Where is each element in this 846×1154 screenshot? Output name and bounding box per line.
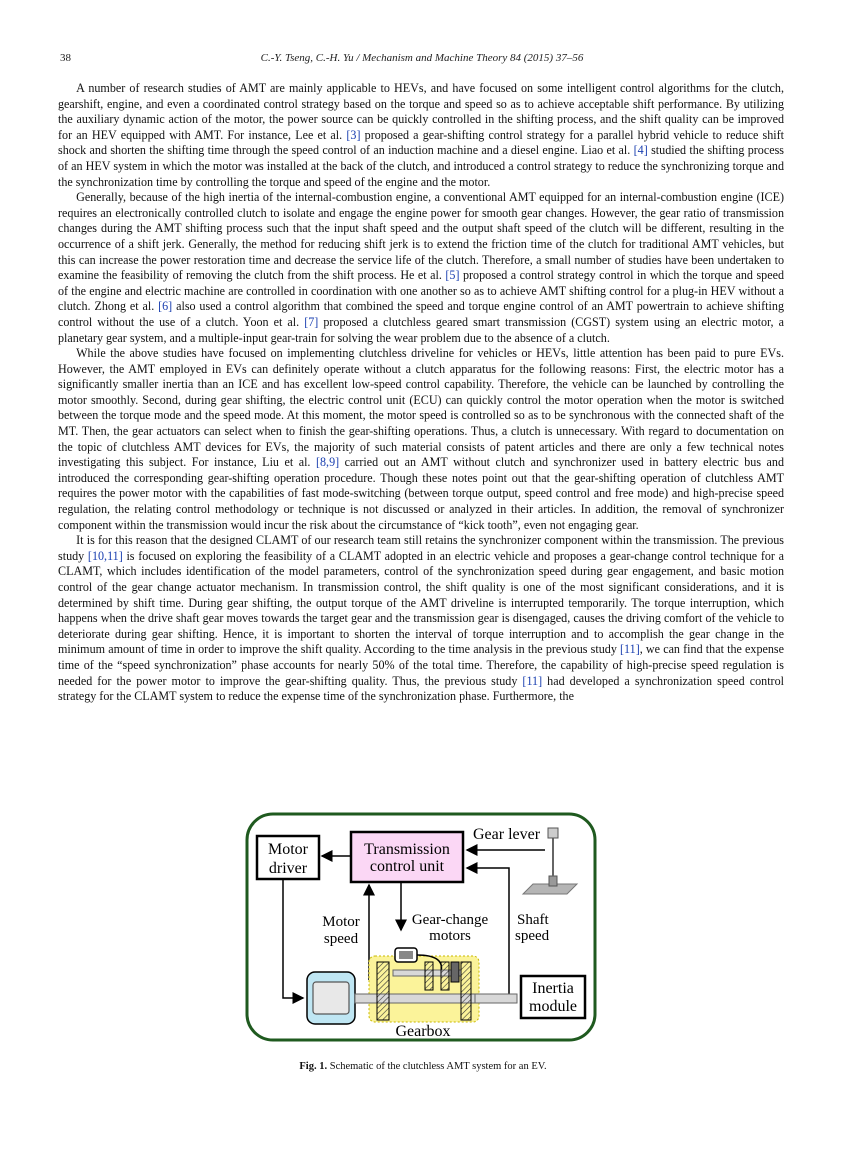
shaft-speed-label-2: speed	[515, 928, 550, 944]
traction-motor-icon	[307, 972, 355, 1024]
paragraph-text: Generally, because of the high inertia of the internal-combustion engine, a conventional AMT equipped for an internal-combustion engine (ICE) requires an electronically controlled clutch to isolate and engage the engine power for smooth gear changes. However, the gear ratio of transmission changes during the AMT shifting process such that the input shaft speed and the output shaft speed of the clutch will be different, resulting in the occurrence of a shift jerk. Generally, the method for reducing shift jerk is to extend the friction time of the clutch for traditional AMT vehicles, but this can increase the power restoration time and decrease the service life of the clutch. Therefore, a small number of studies have been undertaken to examine the feasibility of removing the clutch from the shift process. He et al.	[58, 190, 784, 283]
paragraph-text: proposed a clutchless geared smart transmission (CGST) system using an electric motor, a planetary gear system, and a multiple-input gear-train for solving the wear problem due to the absence of a clutch.	[58, 314, 784, 345]
page-header	[60, 52, 784, 68]
paragraph-text: had developed a synchronization speed control strategy for the CLAMT system to reduce the expense time of the synchronization phase. Furthermore, the	[58, 673, 784, 704]
gearbox-label: Gearbox	[395, 1023, 451, 1040]
paragraph	[58, 346, 784, 533]
motor-speed-label-1: Motor	[322, 914, 360, 930]
paragraph-text: studied the shifting process of an HEV system in which the motor was installed at the back of the clutch, and introduced a control strategy to reduce the synchronizing torque and the synchronization time by controlling the torque and speed of the engine and the motor.	[58, 143, 784, 189]
gear-1	[377, 962, 389, 1020]
citation-link[interactable]: [10,11]	[87, 548, 123, 563]
caption-text: Schematic of the clutchless AMT system for an EV.	[329, 1061, 547, 1072]
citation-link[interactable]: [11]	[522, 673, 543, 688]
page-number: 38	[60, 52, 71, 64]
motor-speed-label-2: speed	[323, 931, 359, 947]
running-head: C.-Y. Tseng, C.-H. Yu / Mechanism and Machine Theory 84 (2015) 37–56	[260, 52, 584, 64]
inertia-label-1: Inertia	[532, 980, 574, 997]
motor-driver-label-2: driver	[268, 860, 308, 877]
paragraph-text: proposed a gear-shifting control strategy for a parallel hybrid vehicle to reduce shift shock and shorten the shifting time through the speed control of an induction machine and a diesel engine. Liao et al.	[58, 127, 784, 158]
citation-link[interactable]: [4]	[633, 143, 648, 158]
paragraph	[58, 533, 784, 705]
tcu-label-2: control unit	[369, 858, 445, 875]
shaft-speed-label-1: Shaft	[517, 912, 549, 928]
paragraph-text: A number of research studies of AMT are mainly applicable to HEVs, and have focused on some intelligent control algorithms for the clutch, gearshift, engine, and even a coordinated control strategy based on the torque and speed so as to achieve acceptable shift performance. By utilizing the auxiliary dynamic action of the motor, the power source can be quickly controlled in the shifting process, and the shift quality can be improved for an HEV equipped with AMT. For instance, Lee et al.	[58, 81, 784, 142]
gear-change-label-2: motors	[429, 928, 471, 944]
paragraph	[58, 81, 784, 190]
figure-caption	[0, 1061, 846, 1072]
citation-link[interactable]: [8,9]	[315, 455, 340, 470]
gear-change-label-1: Gear-change	[411, 912, 489, 928]
citation-link[interactable]: [7]	[304, 314, 319, 329]
inertia-label-2: module	[529, 998, 577, 1015]
paragraph-text: It is for this reason that the designed CLAMT of our research team still retains the synchronizer component within the transmission. The previous study	[58, 533, 784, 563]
body-text	[58, 81, 784, 705]
citation-link[interactable]: [3]	[346, 127, 361, 142]
citation-link[interactable]: [5]	[445, 268, 460, 283]
paragraph-text: also used a control algorithm that combined the speed and torque engine control of an AMT powertrain to achieve shifting control without the use of a clutch. Yoon et al.	[58, 299, 784, 329]
citation-link[interactable]: [6]	[158, 299, 173, 314]
gear-3	[441, 962, 449, 990]
gear-2	[425, 962, 433, 990]
paragraph-text: , we can find that the expense time of the “speed synchronization” phase accounts for nearly 50% of the total time. Therefore, the capability of high-precise speed regulation is needed for the power motor to improve the gear-shifting quality. Thus, the previous study	[58, 642, 784, 688]
output-shaft	[475, 994, 517, 1003]
paragraph-text: is focused on exploring the feasibility of a CLAMT adopted in an electric vehicle and proposes a gear-change control technique for a CLAMT, which includes identification of the model parameters, control of the synchronization speed during gear engagement, and basic motion control of the gear change actuator mechanism. In transmission control, the shift quality is one of the most significant considerations, and it is determined by shift time. During gear shifting, the output torque of the AMT driveline is interrupted temporarily. The torque interruption, which happens when the drive shaft gear moves towards the target gear and the transmission gear is disengaged, causes the driving comfort of the vehicle to deteriorate during gear shifting. Hence, it is important to shorten the interval of torque interruption and to accomplish the gear change in the minimum amount of time in order to improve the shift quality. According to the time analysis in the previous study	[58, 548, 785, 657]
figure-clamt-schematic	[245, 812, 597, 1044]
paragraph	[58, 190, 784, 346]
caption-label: Fig. 1.	[299, 1061, 328, 1072]
gear-lever-label: Gear lever	[473, 826, 541, 843]
tcu-label-1: Transmission	[364, 841, 450, 858]
gear-4	[461, 962, 471, 1020]
synchronizer	[451, 962, 459, 982]
paragraph-text: carried out an AMT without clutch and synchronizer used in battery electric bus and introduced the corresponding gear-shifting operation procedure. Though these notes point out that the gear-shifting operation of clutchless AMT requires the power motor with the capabilities of fast mode-switching (between torque output, speed control and free mode) and high-precise speed regulation, the relating control methodology or technique is not discussed or analyzed in their articles. In addition, the removal of synchronizer component within the transmission would incur the risk about the circumstance of “kick tooth”, even not engaging gear.	[58, 455, 784, 532]
motor-driver-label-1: Motor	[268, 841, 308, 858]
paragraph-text: While the above studies have focused on implementing clutchless driveline for vehicles or HEVs, little attention has been paid to pure EVs. However, the AMT employed in EVs can definitely operate without a clutch apparatus for the following reasons: First, the electric motor has a significantly smaller inertia than an ICE and has excellent low-speed control capability. Therefore, the vehicle can be launched by controlling the motor smoothly. Second, during gear shifting, the electric control unit (ECU) can quickly control the motor operation when the motor is switched between the torque mode and the speed mode. At this moment, the motor speed is controlled so as to be synchronous with the connected shaft of the MT. Then, the gear actuators can select when to finish the gear-shifting operations. Thus, a clutch is unnecessary. With regard to documentation on the topic of clutchless AMT devices for EVs, the majority of such material consists of patent articles and there are only a few technical notes investigating this subject. For instance, Liu et al.	[58, 346, 784, 470]
paragraph-text: proposed a control strategy control in which the torque and speed of the engine and electric machine are controlled in coordination with one another so as to achieve AMT shifting control for a plug-in HEV without a clutch. Zhong et al.	[58, 268, 784, 314]
citation-link[interactable]: [11]	[620, 642, 640, 657]
